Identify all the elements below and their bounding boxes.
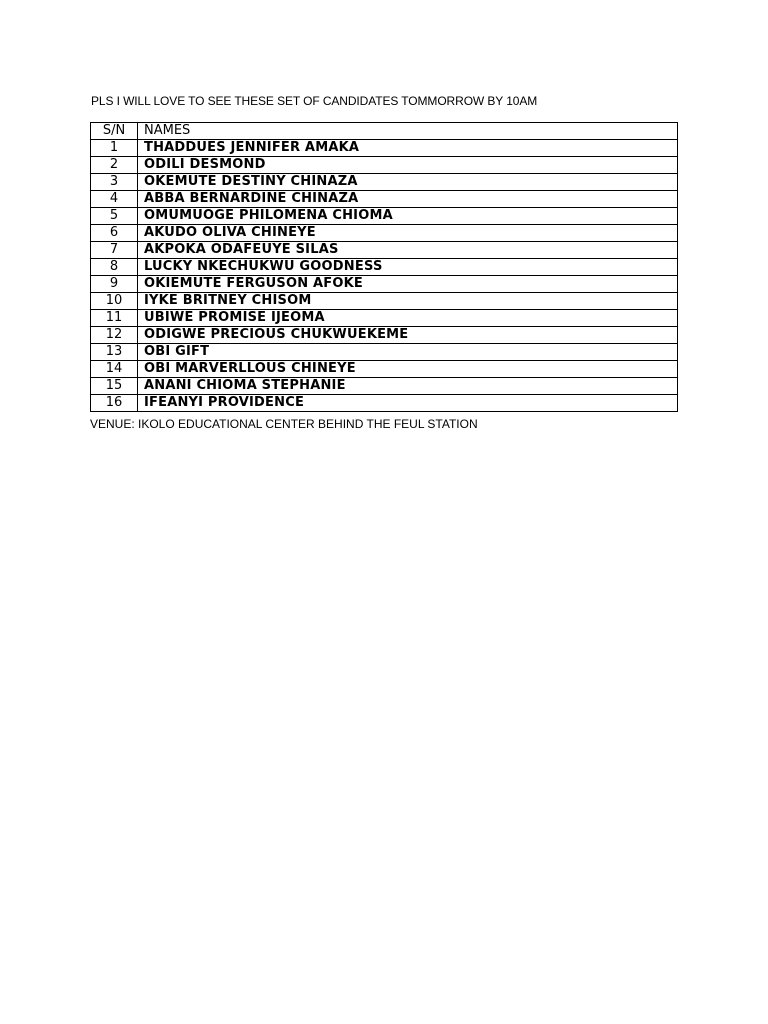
candidate-name-cell: ODILI DESMOND — [138, 157, 678, 174]
serial-number-cell: 16 — [91, 395, 138, 412]
table-row — [91, 140, 678, 157]
table-row — [91, 344, 678, 361]
candidate-name-cell: ABBA BERNARDINE CHINAZA — [138, 191, 678, 208]
candidate-name-cell: AKUDO OLIVA CHINEYE — [138, 225, 678, 242]
table-row — [91, 361, 678, 378]
table-row — [91, 208, 678, 225]
table-row — [91, 174, 678, 191]
table-row — [91, 191, 678, 208]
serial-number-cell: 2 — [91, 157, 138, 174]
serial-number-cell: 3 — [91, 174, 138, 191]
serial-number-cell: 9 — [91, 276, 138, 293]
table-body — [91, 140, 678, 412]
candidate-name-cell: AKPOKA ODAFEUYE SILAS — [138, 242, 678, 259]
serial-number-cell: 8 — [91, 259, 138, 276]
serial-number-cell: 13 — [91, 344, 138, 361]
table-row — [91, 310, 678, 327]
candidate-name-cell: ANANI CHIOMA STEPHANIE — [138, 378, 678, 395]
table-row — [91, 225, 678, 242]
table-row — [91, 157, 678, 174]
table-row — [91, 293, 678, 310]
serial-number-cell: 5 — [91, 208, 138, 225]
table-row — [91, 242, 678, 259]
intro-text: PLS I WILL LOVE TO SEE THESE SET OF CANDIDATES TOMMORROW BY 10AM — [91, 94, 538, 108]
serial-number-cell: 14 — [91, 361, 138, 378]
candidates-table — [90, 122, 678, 412]
table-row — [91, 259, 678, 276]
table-row — [91, 395, 678, 412]
serial-number-cell: 15 — [91, 378, 138, 395]
candidate-name-cell: OKEMUTE DESTINY CHINAZA — [138, 174, 678, 191]
serial-number-cell: 12 — [91, 327, 138, 344]
table-row — [91, 327, 678, 344]
names-header: NAMES — [138, 123, 678, 140]
serial-number-cell: 7 — [91, 242, 138, 259]
candidate-name-cell: OKIEMUTE FERGUSON AFOKE — [138, 276, 678, 293]
candidate-name-cell: LUCKY NKECHUKWU GOODNESS — [138, 259, 678, 276]
candidate-name-cell: OBI MARVERLLOUS CHINEYE — [138, 361, 678, 378]
table-header-row — [91, 123, 678, 140]
serial-number-cell: 4 — [91, 191, 138, 208]
venue-text: VENUE: IKOLO EDUCATIONAL CENTER BEHIND THE FEUL STATION — [90, 417, 478, 431]
candidate-name-cell: ODIGWE PRECIOUS CHUKWUEKEME — [138, 327, 678, 344]
table-row — [91, 276, 678, 293]
serial-number-cell: 6 — [91, 225, 138, 242]
candidate-name-cell: UBIWE PROMISE IJEOMA — [138, 310, 678, 327]
candidate-name-cell: OBI GIFT — [138, 344, 678, 361]
serial-number-cell: 11 — [91, 310, 138, 327]
serial-number-cell: 1 — [91, 140, 138, 157]
candidate-name-cell: OMUMUOGE PHILOMENA CHIOMA — [138, 208, 678, 225]
sn-header: S/N — [91, 123, 138, 140]
candidate-name-cell: IYKE BRITNEY CHISOM — [138, 293, 678, 310]
serial-number-cell: 10 — [91, 293, 138, 310]
table-row — [91, 378, 678, 395]
candidate-name-cell: THADDUES JENNIFER AMAKA — [138, 140, 678, 157]
candidate-name-cell: IFEANYI PROVIDENCE — [138, 395, 678, 412]
